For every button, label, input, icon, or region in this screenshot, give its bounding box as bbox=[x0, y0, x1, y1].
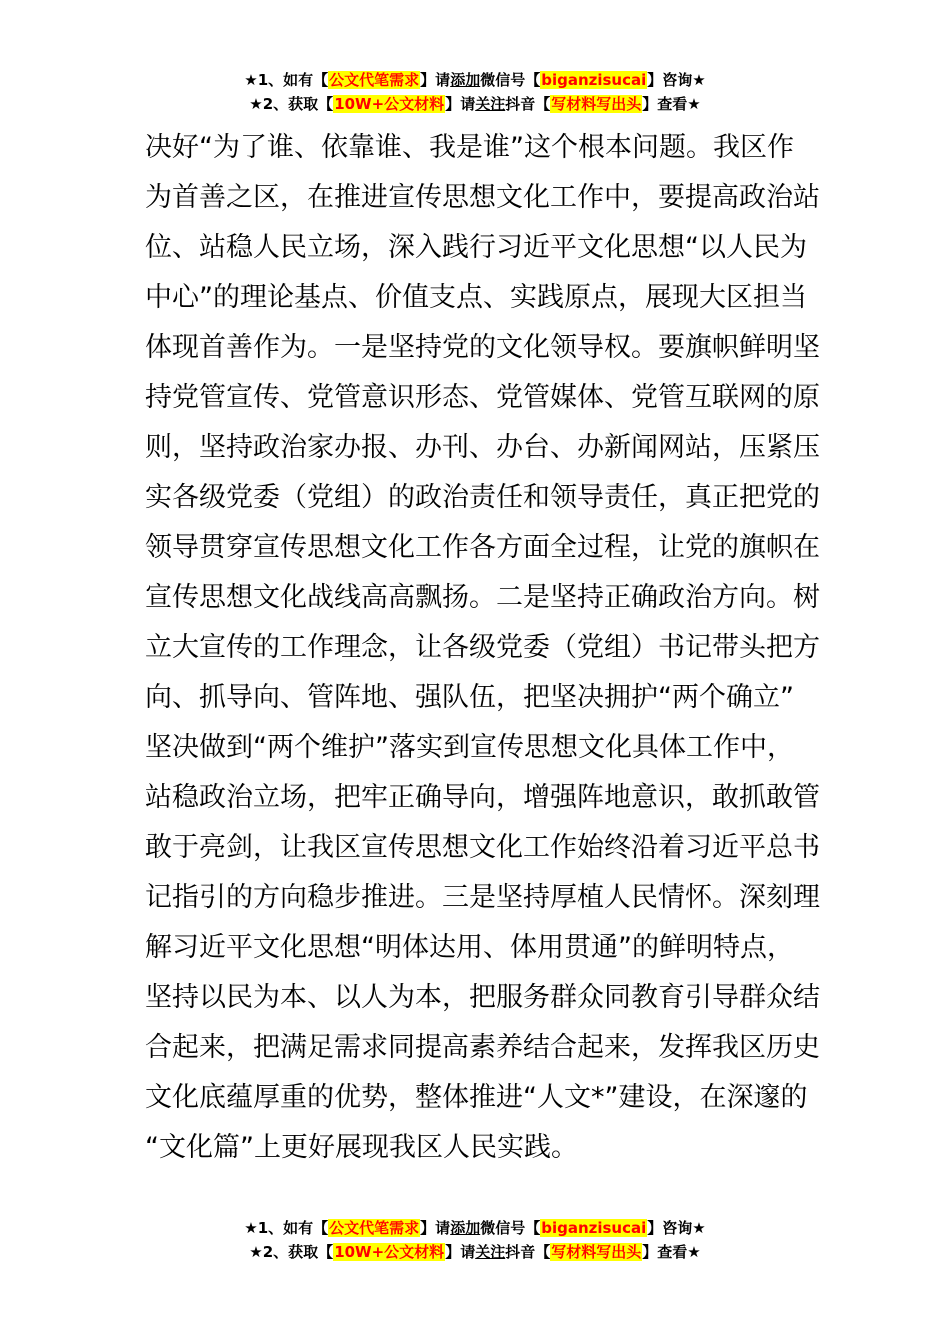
body-line: 解习近平文化思想“明体达用、体用贯通”的鲜明特点， bbox=[145, 932, 794, 963]
body-line: 站稳政治立场，把牢正确导向，增强阵地意识，敢抓敢管 bbox=[145, 782, 820, 813]
banner-text: 】请 bbox=[420, 71, 451, 89]
banner-text: 】咨询★ bbox=[647, 1219, 706, 1237]
banner-text: 】查看★ bbox=[642, 1243, 701, 1261]
banner-text: ★2、获取【 bbox=[249, 1243, 334, 1261]
banner-text: 】查看★ bbox=[642, 95, 701, 113]
body-line: 决好“为了谁、依靠谁、我是谁”这个根本问题。我区作 bbox=[145, 132, 794, 163]
body-line: 记指引的方向稳步推进。三是坚持厚植人民情怀。深刻理 bbox=[145, 882, 820, 913]
body-line: 则，坚持政治家办报、办刊、办台、办新闻网站，压紧压 bbox=[145, 432, 820, 463]
body-line: 为首善之区，在推进宣传思想文化工作中，要提高政治站 bbox=[145, 182, 820, 213]
highlight-materials: 10W+公文材料 bbox=[334, 1243, 445, 1261]
underlined-text: 关注 bbox=[475, 1243, 506, 1261]
body-line: 合起来，把满足需求同提高素养结合起来，发挥我区历史 bbox=[145, 1032, 820, 1063]
banner-text: ★1、如有【 bbox=[244, 71, 329, 89]
body-line: 向、抓导向、管阵地、强队伍，把坚决拥护“两个确立” bbox=[145, 682, 794, 713]
body-line: 坚决做到“两个维护”落实到宣传思想文化具体工作中， bbox=[145, 732, 794, 763]
highlight-materials: 10W+公文材料 bbox=[334, 95, 445, 113]
highlight-douyin-account: 写材料写出头 bbox=[551, 95, 642, 113]
banner-line-1 bbox=[0, 68, 950, 92]
body-line: 立大宣传的工作理念，让各级党委（党组）书记带头把方 bbox=[145, 632, 820, 663]
body-line: 位、站稳人民立场，深入践行习近平文化思想“以人民为 bbox=[145, 232, 807, 263]
underlined-text: 添加 bbox=[450, 71, 481, 89]
body-line: 体现首善作为。一是坚持党的文化领导权。要旗帜鲜明坚 bbox=[145, 332, 820, 363]
body-line: “文化篇”上更好展现我区人民实践。 bbox=[145, 1132, 578, 1163]
banner-text: 】请 bbox=[420, 1219, 451, 1237]
banner-text: ★1、如有【 bbox=[244, 1219, 329, 1237]
body-line: 持党管宣传、党管意识形态、党管媒体、党管互联网的原 bbox=[145, 382, 820, 413]
body-line: 文化底蕴厚重的优势，整体推进“人文*”建设，在深邃的 bbox=[145, 1082, 808, 1113]
footer-banner bbox=[0, 1216, 950, 1264]
highlight-douyin-account: 写材料写出头 bbox=[551, 1243, 642, 1261]
banner-line-2 bbox=[0, 92, 950, 116]
body-line: 领导贯穿宣传思想文化工作各方面全过程，让党的旗帜在 bbox=[145, 532, 820, 563]
banner-text: 抖音【 bbox=[505, 95, 551, 113]
banner-line-2 bbox=[0, 1240, 950, 1264]
banner-text: 抖音【 bbox=[505, 1243, 551, 1261]
body-line: 坚持以民为本、以人为本，把服务群众同教育引导群众结 bbox=[145, 982, 820, 1013]
banner-text: 微信号【 bbox=[480, 1219, 541, 1237]
highlight-wechat-id: biganzisucai bbox=[541, 71, 647, 89]
banner-text: 】请 bbox=[445, 1243, 476, 1261]
banner-text: 】咨询★ bbox=[647, 71, 706, 89]
underlined-text: 添加 bbox=[450, 1219, 481, 1237]
highlight-service: 公文代笔需求 bbox=[329, 71, 420, 89]
banner-text: 】请 bbox=[445, 95, 476, 113]
banner-line-1 bbox=[0, 1216, 950, 1240]
banner-text: 微信号【 bbox=[480, 71, 541, 89]
highlight-service: 公文代笔需求 bbox=[329, 1219, 420, 1237]
body-line: 实各级党委（党组）的政治责任和领导责任，真正把党的 bbox=[145, 482, 820, 513]
underlined-text: 关注 bbox=[475, 95, 506, 113]
banner-text: ★2、获取【 bbox=[249, 95, 334, 113]
body-line: 宣传思想文化战线高高飘扬。二是坚持正确政治方向。树 bbox=[145, 582, 820, 613]
header-banner bbox=[0, 68, 950, 116]
highlight-wechat-id: biganzisucai bbox=[541, 1219, 647, 1237]
body-line: 敢于亮剑，让我区宣传思想文化工作始终沿着习近平总书 bbox=[145, 832, 820, 863]
body-paragraph bbox=[145, 123, 820, 1173]
body-line: 中心”的理论基点、价值支点、实践原点，展现大区担当 bbox=[145, 282, 807, 313]
